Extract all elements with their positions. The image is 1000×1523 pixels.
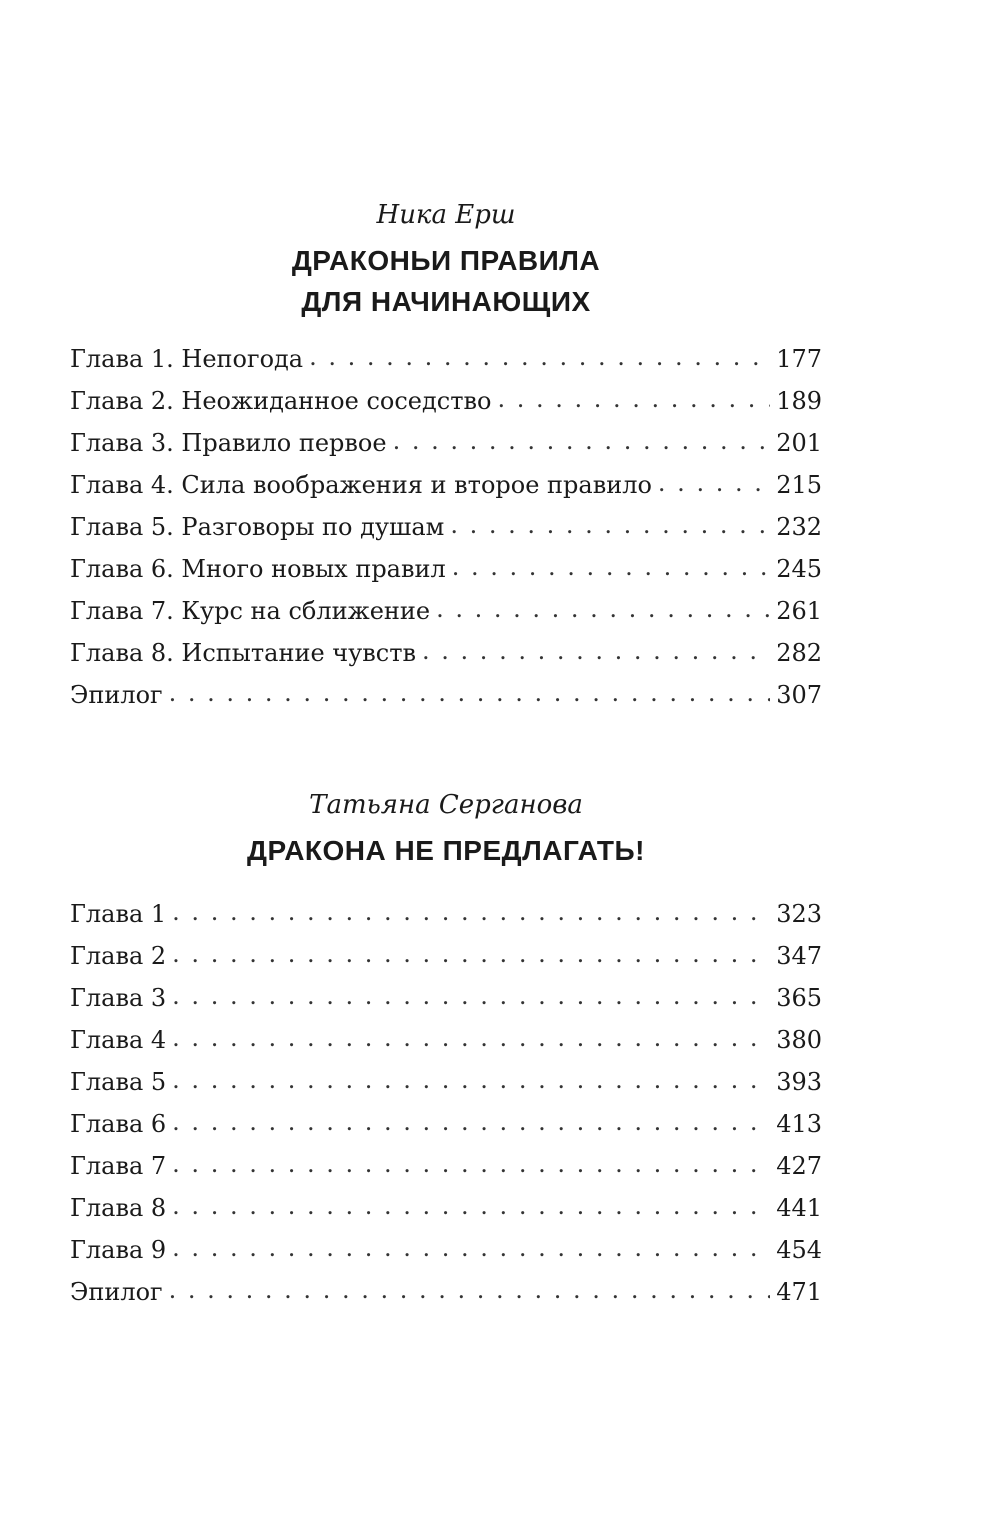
toc-entry[interactable] xyxy=(70,1271,822,1313)
toc-entry[interactable] xyxy=(70,338,822,380)
toc-entry-page: 380 xyxy=(776,1026,822,1054)
dot-leader xyxy=(436,588,770,630)
toc-entry[interactable] xyxy=(70,1187,822,1229)
toc-entry-label: Глава 1. Непогода xyxy=(70,345,304,373)
dot-leader xyxy=(172,975,770,1017)
toc-entry-page: 365 xyxy=(776,984,822,1012)
toc-entry[interactable] xyxy=(70,1103,822,1145)
toc-entry[interactable] xyxy=(70,1229,822,1271)
toc-entry-label: Глава 6. Много новых правил xyxy=(70,555,446,583)
toc-entry-page: 347 xyxy=(776,942,822,970)
toc-entry[interactable] xyxy=(70,590,822,632)
table-of-contents xyxy=(70,338,822,716)
toc-entry-label: Глава 3. Правило первое xyxy=(70,429,387,457)
toc-entry[interactable] xyxy=(70,506,822,548)
toc-entry[interactable] xyxy=(70,893,822,935)
toc-entry-label: Глава 5 xyxy=(70,1068,167,1096)
dot-leader xyxy=(169,1269,770,1311)
toc-entry-label: Глава 3 xyxy=(70,984,167,1012)
toc-entry-label: Глава 9 xyxy=(70,1236,167,1264)
dot-leader xyxy=(172,933,770,975)
dot-leader xyxy=(172,891,770,933)
toc-entry-page: 471 xyxy=(776,1278,822,1306)
toc-entry-page: 307 xyxy=(776,681,822,709)
toc-entry-label: Эпилог xyxy=(70,681,163,709)
toc-entry[interactable] xyxy=(70,1019,822,1061)
toc-entry[interactable] xyxy=(70,1061,822,1103)
toc-entry-label: Глава 2. Неожиданное соседство xyxy=(70,387,492,415)
toc-entry[interactable] xyxy=(70,548,822,590)
toc-entry-page: 177 xyxy=(776,345,822,373)
toc-entry-page: 261 xyxy=(776,597,822,625)
table-of-contents xyxy=(70,893,822,1313)
toc-entry-label: Глава 7 xyxy=(70,1152,167,1180)
dot-leader xyxy=(450,504,770,546)
toc-entry-page: 282 xyxy=(776,639,822,667)
toc-entry-label: Глава 5. Разговоры по душам xyxy=(70,513,445,541)
toc-entry-page: 201 xyxy=(776,429,822,457)
toc-entry[interactable] xyxy=(70,977,822,1019)
dot-leader xyxy=(172,1185,770,1227)
toc-entry[interactable] xyxy=(70,674,822,716)
book-section-2 xyxy=(70,788,822,1313)
dot-leader xyxy=(422,630,770,672)
toc-entry-page: 189 xyxy=(776,387,822,415)
toc-entry-label: Глава 2 xyxy=(70,942,167,970)
book-title-line: ДРАКОНА НЕ ПРЕДЛАГАТЬ! xyxy=(247,835,645,866)
book-author: Ника Ерш xyxy=(376,200,516,230)
toc-entry-page: 393 xyxy=(776,1068,822,1096)
toc-entry[interactable] xyxy=(70,464,822,506)
toc-entry[interactable] xyxy=(70,632,822,674)
toc-entry-label: Эпилог xyxy=(70,1278,163,1306)
toc-entry-label: Глава 6 xyxy=(70,1110,167,1138)
toc-entry-page: 323 xyxy=(776,900,822,928)
book-title-line: ДЛЯ НАЧИНАЮЩИХ xyxy=(301,286,591,317)
dot-leader xyxy=(172,1143,770,1185)
toc-entry-page: 427 xyxy=(776,1152,822,1180)
toc-entry-page: 245 xyxy=(776,555,822,583)
book-author: Татьяна Серганова xyxy=(309,790,583,820)
dot-leader xyxy=(497,378,770,420)
dot-leader xyxy=(393,420,770,462)
toc-entry-page: 441 xyxy=(776,1194,822,1222)
dot-leader xyxy=(172,1101,770,1143)
toc-entry[interactable] xyxy=(70,1145,822,1187)
toc-entry-page: 215 xyxy=(776,471,822,499)
dot-leader xyxy=(309,336,770,378)
dot-leader xyxy=(658,462,770,504)
toc-entry-label: Глава 4. Сила воображения и второе правило xyxy=(70,471,652,499)
toc-entry-label: Глава 8 xyxy=(70,1194,167,1222)
toc-entry[interactable] xyxy=(70,380,822,422)
dot-leader xyxy=(169,672,770,714)
dot-leader xyxy=(172,1017,770,1059)
toc-entry-label: Глава 1 xyxy=(70,900,167,928)
book-title-line: ДРАКОНЬИ ПРАВИЛА xyxy=(291,245,601,276)
dot-leader xyxy=(172,1227,770,1269)
toc-entry-page: 413 xyxy=(776,1110,822,1138)
toc-entry-label: Глава 7. Курс на сближение xyxy=(70,597,431,625)
toc-entry-page: 454 xyxy=(776,1236,822,1264)
toc-entry-label: Глава 4 xyxy=(70,1026,167,1054)
toc-entry-label: Глава 8. Испытание чувств xyxy=(70,639,417,667)
dot-leader xyxy=(452,546,770,588)
book-section-1 xyxy=(70,198,822,716)
toc-entry[interactable] xyxy=(70,935,822,977)
dot-leader xyxy=(172,1059,770,1101)
toc-entry[interactable] xyxy=(70,422,822,464)
toc-entry-page: 232 xyxy=(776,513,822,541)
